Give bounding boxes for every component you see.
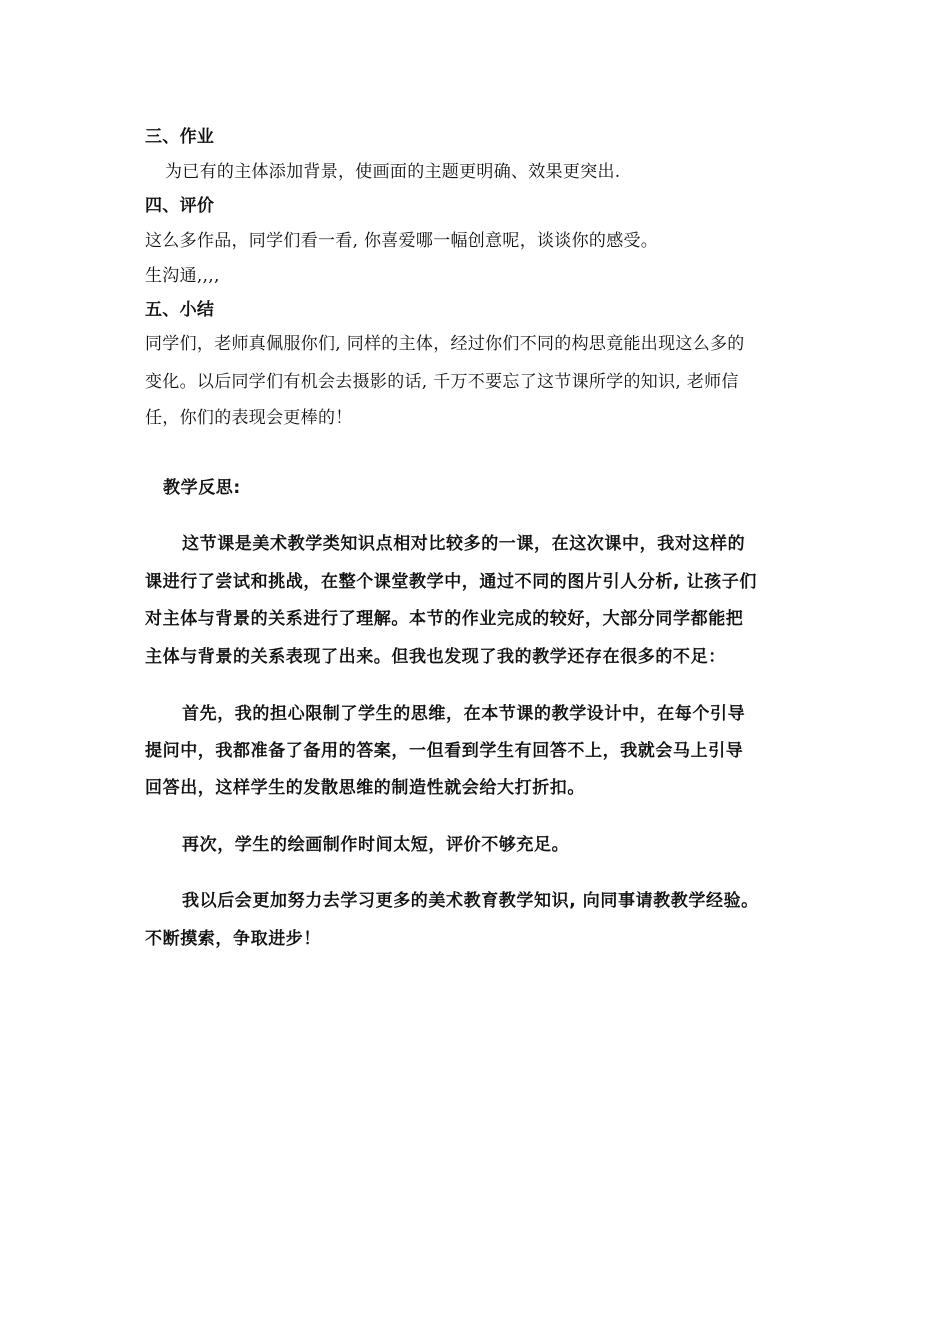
reflection-p2-line-1: 首先，我的担心限制了学生的思维，在本节课的教学设计中，在每个引导 [182,704,746,724]
reflection-p1-line-4: 主体与背景的关系表现了出来。但我也发现了我的教学还存在很多的不足： [145,647,726,667]
section-heading-homework: 三、作业 [145,127,215,147]
reflection-p4-line-1: 我以后会更加努力去学习更多的美术教育教学知识, 向同事请教教学经验。 [182,891,759,911]
reflection-p4-line-2: 不断摸索，争取进步！ [145,929,321,949]
summary-line-2: 变化。以后同学们有机会去摄影的话, 千万不要忘了这节课所学的知识, 老师信 [145,372,739,392]
section-heading-evaluation: 四、评价 [145,196,215,216]
evaluation-line-1: 这么多作品，同学们看一看, 你喜爱哪一幅创意呢，谈谈你的感受。 [145,231,659,251]
evaluation-line-2: 生沟通,,,, [145,266,220,286]
reflection-p1-line-2: 课进行了尝试和挑战，在整个课堂教学中，通过不同的图片引人分析, 让孩子们 [145,572,757,592]
summary-line-3: 任，你们的表现会更棒的！ [145,408,353,428]
reflection-p1-line-3: 对主体与背景的关系进行了理解。本节的作业完成的较好，大部分同学都能把 [145,609,744,629]
reflection-p2-line-3: 回答出，这样学生的发散思维的制造性就会给大打折扣。 [145,778,585,798]
reflection-p1-line-1: 这节课是美术教学类知识点相对比较多的一课，在这次课中，我对这样的 [182,534,746,554]
reflection-p2-line-2: 提问中，我都准备了备用的答案，一但看到学生有回答不上，我就会马上引导 [145,741,744,761]
reflection-title: 教学反思: [163,478,241,498]
reflection-p3-line-1: 再次，学生的绘画制作时间太短，评价不够充足。 [182,835,570,855]
homework-text: 为已有的主体添加背景，使画面的主题更明确、效果更突出. [165,162,621,182]
summary-line-1: 同学们，老师真佩服你们, 同样的主体，经过你们不同的构思竟能出现这么多的 [145,334,745,354]
section-heading-summary: 五、小结 [145,300,215,320]
